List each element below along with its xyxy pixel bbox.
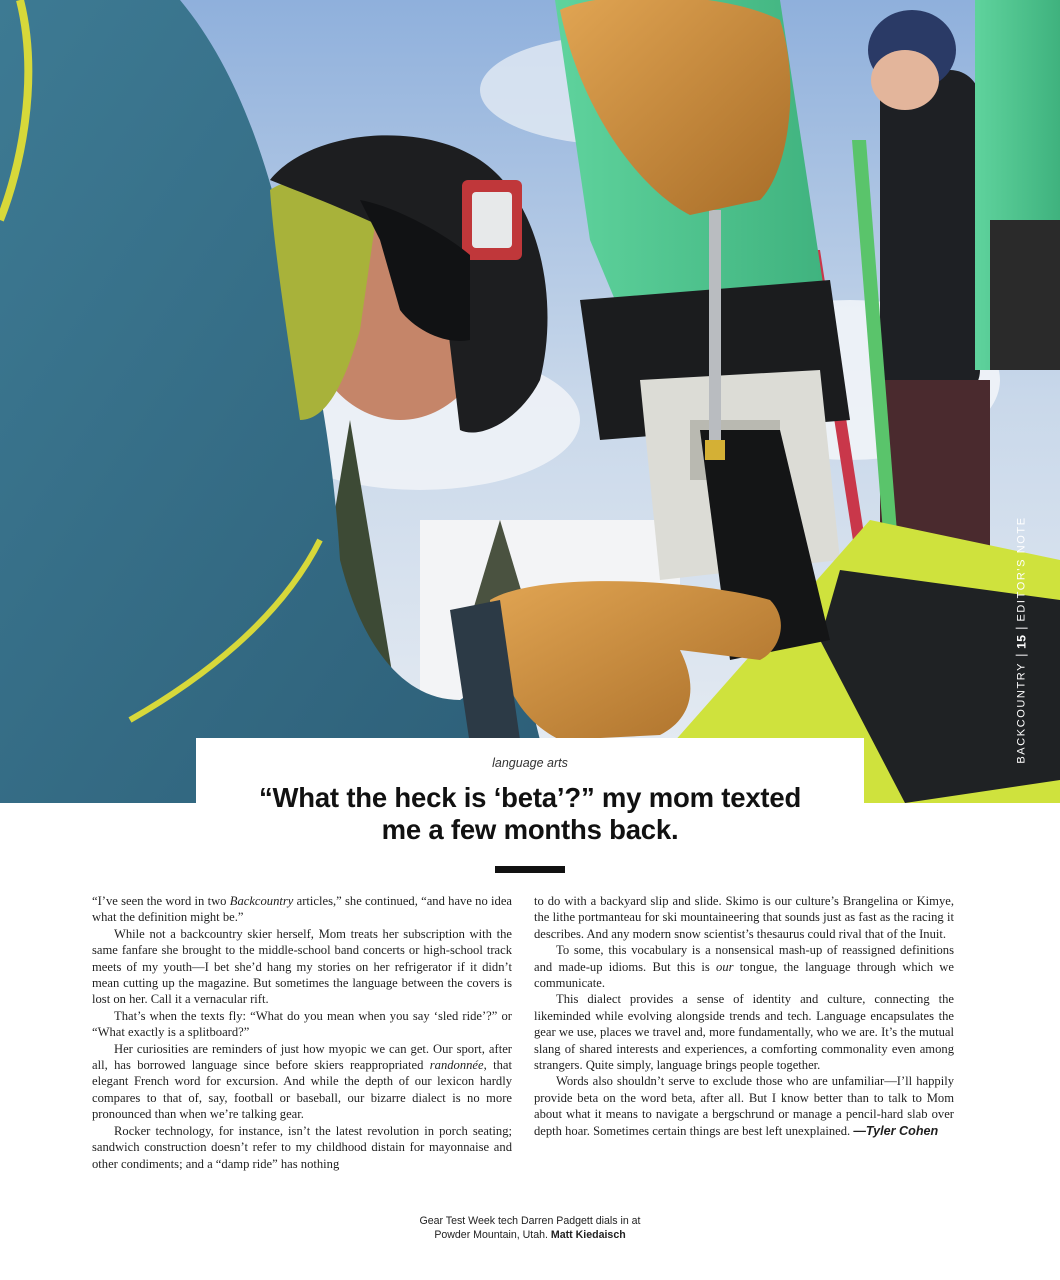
- article-kicker: language arts: [492, 756, 568, 770]
- article-headline: “What the heck is ‘beta’?” my mom texted me a few months back.: [258, 782, 802, 845]
- caption-line-1: Gear Test Week tech Darren Padgett dials in at: [419, 1215, 641, 1227]
- folio-section-name: EDITOR'S NOTE: [1016, 516, 1029, 622]
- body-paragraph: Her curiosities are reminders of just how myopic we can get. Our sport, after all, has borrowed language since before skiers reappropriated randonnée, that elegant French word for excursion. And while the depth of our lexicon hardly compares to that of, say, football or baseball, our bizarre dialect is no more pronounced than when we’re talking gear.: [92, 1041, 512, 1122]
- article-body: [92, 893, 954, 1172]
- body-paragraph: That’s when the texts fly: “What do you mean when you say ‘sled ride’?” or “What exactly is a splitboard?”: [92, 1008, 512, 1040]
- body-paragraph: to do with a backyard slip and slide. Skimo is our culture’s Brangelina or Kimye, the lithe portmanteau for ski mountaineering that sounds just as fast as the racing it describes. And any modern snow scientist’s thesaurus could rival that of the Inuit.: [534, 894, 954, 941]
- headline-rule: [495, 866, 565, 873]
- folio-divider: [1016, 628, 1028, 629]
- body-column-2: [534, 893, 954, 1172]
- body-column-1: [92, 893, 512, 1172]
- caption-line-2: Powder Mountain, Utah. Matt Kiedaisch: [434, 1228, 626, 1241]
- body-paragraph: To some, this vocabulary is a nonsensical mash-up of reassigned definitions and made-up idioms. But this is our tongue, the language through which we communicate.: [534, 943, 954, 991]
- author-signature: —Tyler Cohen: [853, 1123, 939, 1138]
- body-paragraph: Rocker technology, for instance, isn’t the latest revolution in porch seating; sandwich construction doesn’t refer to my childhood distain for mayonnaise and other condiments; and a “damp ride” has nothing: [92, 1123, 512, 1171]
- body-paragraph: Words also shouldn’t serve to exclude those who are unfamiliar—I’ll happily provide beta on the word beta, after all. But I know better than to talk to Mom about what it means to navigate a bergschrund or manage a pencil-hard slab over depth hoar. Sometimes certain things are best left unexplained. —Tyler Cohen: [534, 1074, 954, 1138]
- body-paragraph: This dialect provides a sense of identity and culture, connecting the likeminded while evolving alongside trends and tech. Language encapsulates the gear we use, places we travel and, more fundamentally, who we are. It’s the mutual slang of shared interests and experiences, a comforting commonality even among strangers. Quite simply, language brings people together.: [534, 992, 954, 1073]
- page-folio: [1011, 516, 1033, 764]
- title-panel: [196, 738, 864, 878]
- body-paragraph: “I’ve seen the word in two Backcountry articles,” she continued, “and have no idea what the definition might be.”: [92, 894, 512, 925]
- folio-page-number: 15: [1015, 634, 1030, 649]
- folio-magazine-name: BACKCOUNTRY: [1016, 661, 1029, 764]
- folio-divider: [1016, 655, 1028, 656]
- body-paragraph: While not a backcountry skier herself, Mom treats her subscription with the same fanfare she brought to the middle-school band concerts or high-school track meets of my youth—I bet she’d hang my stories on her refrigerator if it didn’t mean cutting up the magazine. But sometimes the language between the covers is lost on her. Call it a vernacular rift.: [92, 926, 512, 1007]
- photo-credit: Matt Kiedaisch: [550, 1228, 626, 1241]
- photo-caption: [330, 1215, 730, 1242]
